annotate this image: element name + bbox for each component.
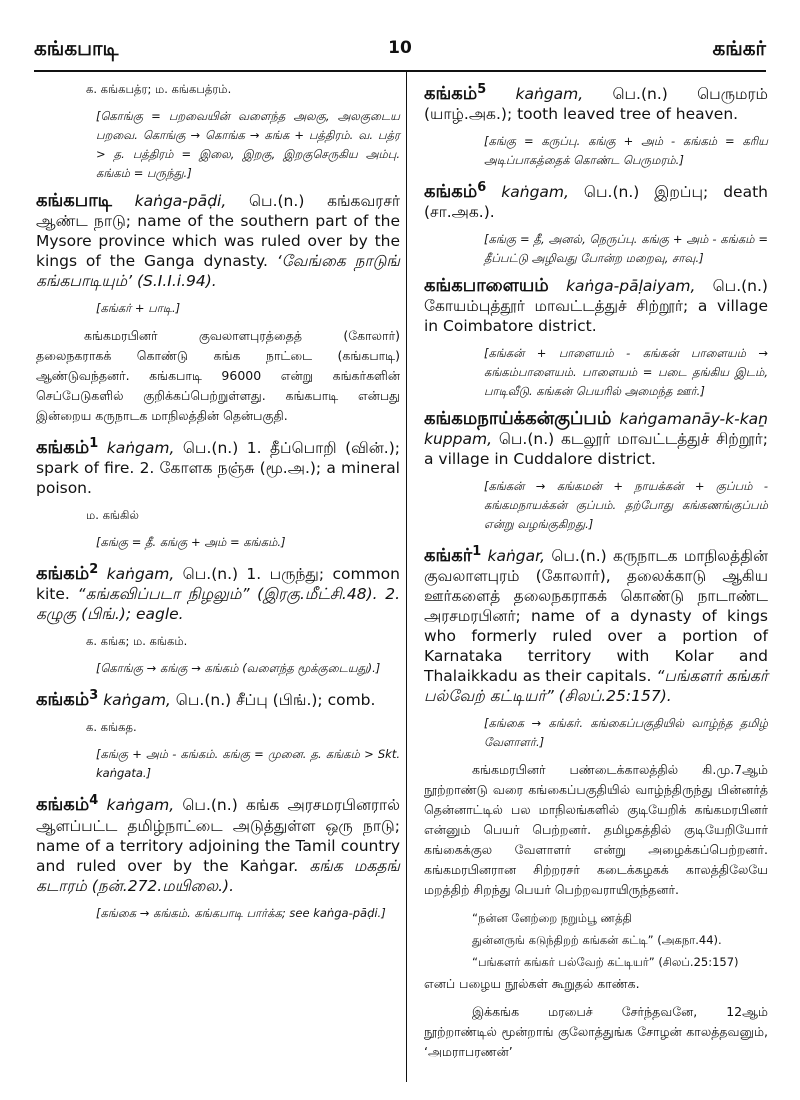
headword: கங்கமநாய்க்கன்குப்பம் <box>424 408 612 430</box>
page-number: 10 <box>388 38 412 58</box>
dictionary-entry <box>36 686 400 710</box>
etymology-note: [கங்கை → கங்கம். கங்கபாடி பார்க்க; see kaṅga-pāḍi.] <box>96 905 386 920</box>
explanatory-paragraph: இக்கங்க மரபைச் சேர்ந்தவனே, 12ஆம் நூற்றாண்டில் மூன்றாங் குலோத்துங்க சோழன் காலத்தவனும், ‘அமராபரணன்’ <box>424 1004 768 1060</box>
citation: ‘வேங்கை நாடுங் கங்கபாடியும்’ (S.I.I.i.94). <box>36 252 400 290</box>
etymology-note: [கங்கு + அம் - கங்கம். கங்கு = முனை. த. கங்கம் > Skt. kaṅgata.] <box>96 747 400 781</box>
left-column <box>36 80 400 931</box>
cognates: க. கங்கத. <box>86 720 137 735</box>
cognates: க. கங்கபத்ர; ம. கங்கபத்ரம். <box>86 82 232 96</box>
dictionary-entry <box>424 409 768 469</box>
cognates: க. கங்க; ம. கங்கம். <box>86 634 188 649</box>
definition: பெ.(n.) கடலூர் மாவட்டத்துச் சிற்றூர்; a village in Cuddalore district. <box>424 430 768 469</box>
definition: பெ.(n.) பெருமரம் (யாழ்.அக.); tooth leaved tree of heaven. <box>424 85 768 124</box>
dictionary-entry <box>424 80 768 124</box>
right-column <box>424 80 768 1070</box>
explanatory-paragraph: கங்கமரபினர் குவலாளபுரத்தைத் (கோலார்) தலைநகராகக் கொண்டு கங்க நாட்டை (கங்கபாடி) ஆண்டுவந்தனர். கங்கபாடி 96000 என்று கங்கர்களின் செப்பேடுகளில் குறிக்கப்பெற்றுள்ளது. கங்கபாடி என்பது இன்றைய கருநாடக மாநிலத்தின் தென்பகுதி. <box>36 328 400 423</box>
etymology-note: [கங்கு = கருப்பு. கங்கு + அம் - கங்கம் = கரிய அடிப்பாகத்தைக் கொண்ட பெருமரம்.] <box>484 134 768 168</box>
homonym-number: 1 <box>472 544 482 560</box>
transliteration: kaṅgam, <box>106 439 175 458</box>
homonym-number: 4 <box>89 793 99 809</box>
headword: கங்கபாடி <box>36 190 112 211</box>
homonym-number: 6 <box>477 180 487 196</box>
headword: கங்கம் <box>36 563 90 585</box>
etymology-note: [கொங்கு = பறவையின் வளைந்த அலகு, அலகுடைய பறவை. கொங்கு → கொங்க → கங்க + பத்திரம். வ. பத்ர > த. பத்திரம் = இலை, இறகு, இறகுசெருகிய அம்பு. கங்கம் = பருந்து.] <box>96 109 400 180</box>
transliteration: kaṅgam, <box>106 565 175 584</box>
etymology-note: [கங்கர் + பாடி.] <box>96 301 181 315</box>
transliteration: kaṅgam, <box>515 85 584 104</box>
homonym-number: 2 <box>89 562 99 578</box>
definition: பெ.(n.) கருநாடக மாநிலத்தின் குவலாளபுரம் (கோலார்), தலைக்காடு ஆகிய ஊர்களைத் தலைநகராகக் கொண்டு நாடாண்ட அரசமரபினர்; name of a dynasty of kings who formerly ruled over a portion of Karnataka territory with Kolar and Thalaikkadu as their capitals. <box>424 547 768 686</box>
definition: பெ.(n.) சீப்பு (பிங்.); comb. <box>170 691 376 710</box>
headword: கங்கம் <box>36 437 90 459</box>
transliteration: kaṅgam, <box>501 183 569 202</box>
definition: பெ.(n.) கங்கவரசர் ஆண்ட நாடு; name of the southern part of the Mysore province which was ruled over by the kings of the Ganga dynasty. <box>36 192 400 270</box>
headword: கங்கம் <box>424 83 478 105</box>
dictionary-entry <box>36 434 400 498</box>
citation: “பங்களர் கங்கர் பல்வேற் கட்டியர்” (சிலப்.25:157). <box>424 667 768 706</box>
header-rule <box>34 70 766 72</box>
transliteration: kaṅgam, <box>106 796 175 815</box>
dictionary-entry <box>424 276 768 336</box>
etymology-note: [கங்கு = தீ. கங்கு + அம் = கங்கம்.] <box>96 535 286 550</box>
dictionary-entry <box>36 560 400 624</box>
explanatory-paragraph: எனப் பழைய நூல்கள் கூறுதல் காண்க. <box>424 976 640 992</box>
etymology-note: [கங்கன் + பாளையம் - கங்கன் பாளையம் → கங்கம்பாளையம். பாளையம் = படை தங்கிய இடம், பாடிவீடு. கங்கன் பெயரில் அமைந்த ஊர்.] <box>484 346 768 399</box>
transliteration: kaṅgar, <box>487 547 546 566</box>
etymology-note: [கொங்கு → கங்கு → கங்கம் (வளைந்த மூக்குடையது).] <box>96 661 381 676</box>
headword: கங்கம் <box>36 794 90 816</box>
citation: “கங்கவிப்படா நிழலும்” (இரகு.மீட்சி.48). 2. கழுகு (பிங்.); eagle. <box>36 585 400 624</box>
homonym-number: 3 <box>89 688 99 704</box>
dictionary-entry <box>424 542 768 706</box>
definition: பெ.(n.) 1. பருந்து; common kite. <box>36 565 400 604</box>
dictionary-entry <box>36 791 400 895</box>
dictionary-entry <box>424 178 768 222</box>
page-header <box>34 36 766 66</box>
etymology-note: [கங்கை → கங்கர். கங்கைப்பகுதியில் வாழ்ந்த தமிழ் வேளாளர்.] <box>484 716 768 750</box>
quoted-verse-line: “பங்களர் கங்கர் பல்வேற் கட்டியர்” (சிலப்.25:157) <box>472 955 739 970</box>
header-left-guideword: கங்கபாடி <box>34 36 119 60</box>
transliteration: kaṅga-pāḍi, <box>134 192 227 210</box>
etymology-note: [கங்கன் → கங்கமன் + நாயக்கன் + குப்பம் - கங்கமநாயக்கன் குப்பம். தற்போது கங்கணங்குப்பம் என்று வழங்குகிறது.] <box>484 479 768 532</box>
etymology-note: [கங்கு = தீ, அனல், நெருப்பு. கங்கு + அம் - கங்கம் = தீப்பட்டு அழிவது போன்ற மறைவு, சாவு.] <box>484 232 768 266</box>
definition: பெ.(n.) இறப்பு; death (சா.அக.). <box>424 183 768 222</box>
transliteration: kaṅga-pāḷaiyam, <box>566 277 696 296</box>
citation: கங்க மகதங் கடாரம் (நன்.272.மயிலை.). <box>36 856 400 895</box>
transliteration: kaṅgam, <box>103 691 171 710</box>
dictionary-entry <box>36 191 400 291</box>
quoted-verse-line: “நன்ன னேற்றை நறும்பூ ணத்தி <box>472 911 632 926</box>
header-right-guideword: கங்கர் <box>712 36 766 60</box>
headword: கங்கம் <box>424 181 478 203</box>
definition: பெ.(n.) கோயம்புத்தூர் மாவட்டத்துச் சிற்றூர்; a village in Coimbatore district. <box>424 277 768 336</box>
explanatory-paragraph: கங்கமரபினர் பண்டைக்காலத்தில் கி.மு.7ஆம் நூற்றாண்டு வரை கங்கைப்பகுதியில் வாழ்ந்திருந்து பின்னர்த் தென்னாட்டில் பல மாநிலங்களில் குடியேறிக் கங்கமரபினர் என்னும் பெயர் பெற்றனர். தமிழகத்தில் குடியேறியோர் கங்கைக்குல வேளாளர் என்று அழைக்கப்பெற்றனர். கங்கமரபினரான சிற்றரசர் கடைக்கழகக் காலத்திலேயே மறத்திற் சிறந்து பெயர் பெற்றவராயிருந்தனர். <box>424 762 768 898</box>
homonym-number: 5 <box>477 82 487 97</box>
homonym-number: 1 <box>89 436 99 451</box>
quoted-verse-line: துன்னருங் கடுந்திறற் கங்கன் கட்டி” (அகநா.44). <box>472 933 722 948</box>
headword: கங்கபாளையம் <box>424 275 549 297</box>
definition: பெ.(n.) கங்க அரசமரபினரால் ஆளப்பட்ட தமிழ்நாட்டை அடுத்துள்ள ஒரு நாடு; name of a territory adjoining the Tamil country and ruled over by the Kaṅgar. <box>36 796 400 875</box>
transliteration: kaṅgamanāy-k-kaṉ kuppam, <box>424 410 768 449</box>
headword: கங்கம் <box>36 689 90 711</box>
column-divider <box>406 72 407 1082</box>
headword: கங்கர் <box>424 545 473 567</box>
definition: பெ.(n.) 1. தீப்பொறி (வின்.); spark of fire. 2. கோளக நஞ்சு (மூ.அ.); a mineral poison. <box>36 439 400 498</box>
cognates: ம. கங்கில் <box>86 508 139 523</box>
